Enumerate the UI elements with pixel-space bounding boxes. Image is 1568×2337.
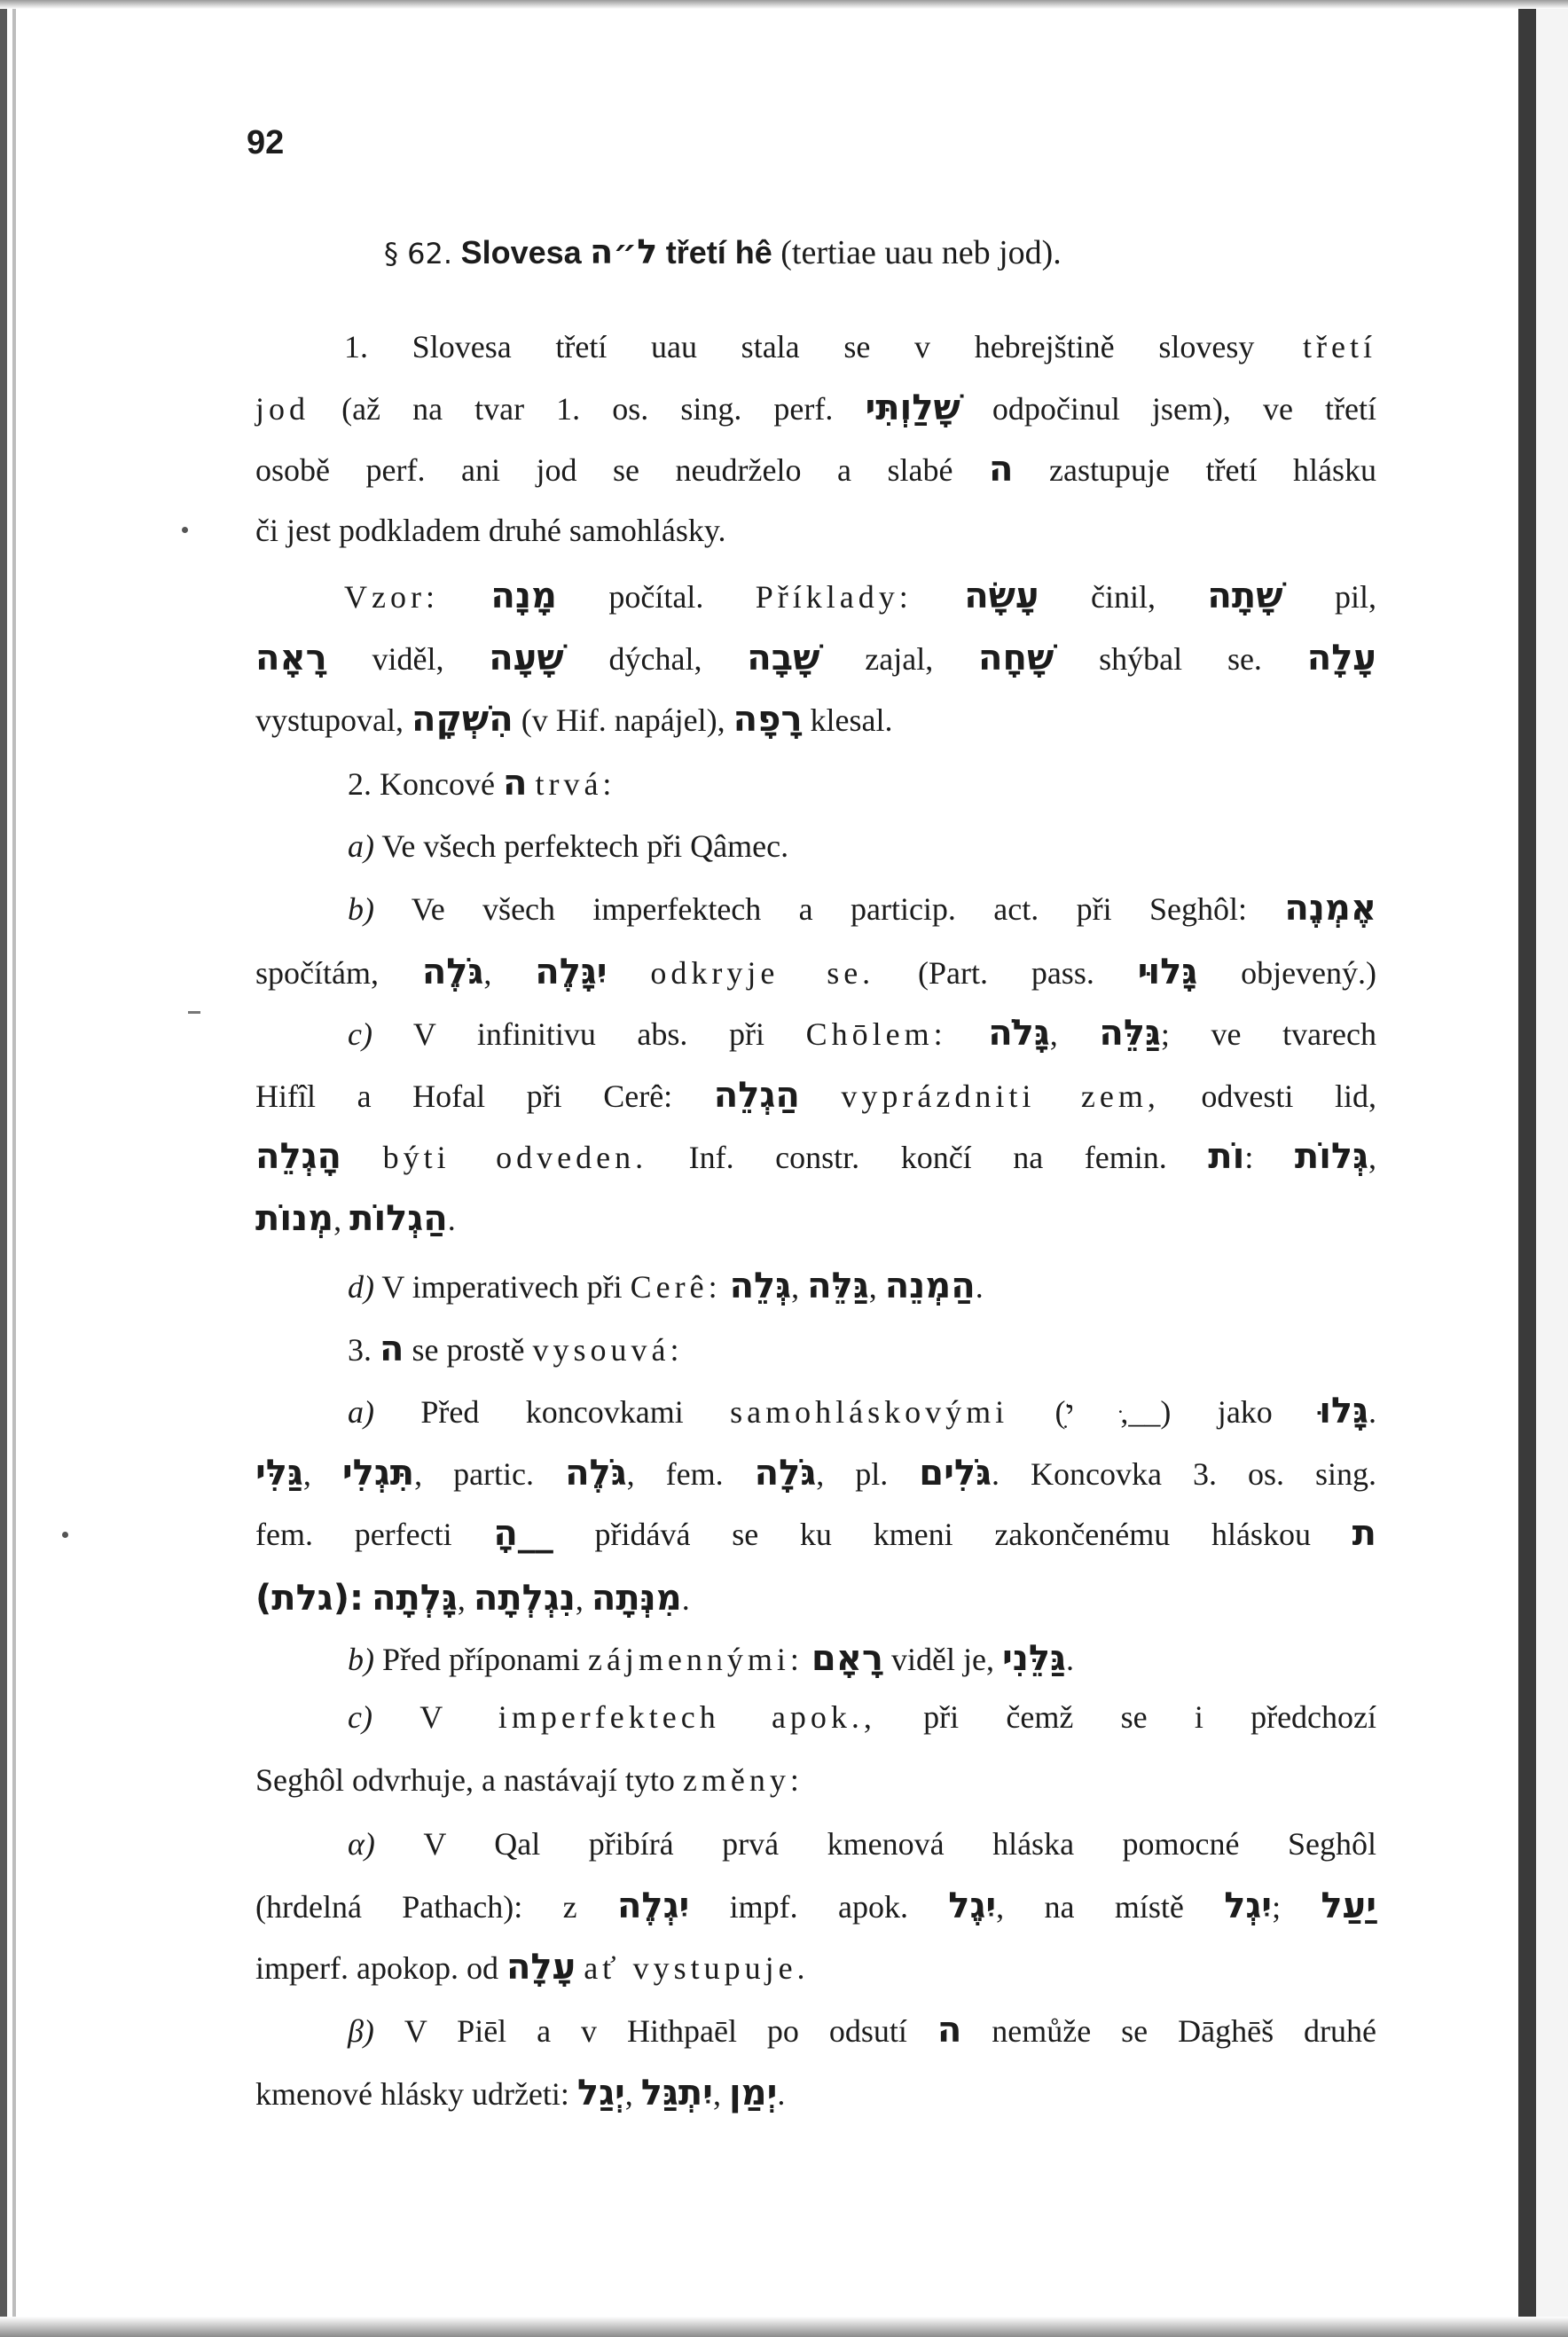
hebrew-word: נִגְלְתָה (473, 1578, 576, 1619)
hebrew-word: תִּגְלִי (341, 1453, 415, 1494)
text-line: spočítám, גֹּלֶה, יִגָּלֶה odkryje se. (Part. pass. גָּלוּי objevený.) (255, 952, 1377, 992)
hebrew-word: יְגַל (576, 2073, 625, 2113)
hebrew-word: מְנוֹת (255, 1198, 334, 1239)
hebrew-word: מִנְּתָה (591, 1578, 682, 1619)
scan-edge-right-outer (1536, 0, 1568, 2337)
text-line: α) V Qal přibírá prvá kmenová hláska pomocné Seghôl (348, 1826, 1376, 1862)
hebrew-word: גַּלֵּה (807, 1266, 869, 1306)
section-title (384, 232, 1062, 272)
scan-edge-left-inner (12, 0, 16, 2337)
hebrew-word: ת (1352, 1513, 1376, 1554)
scan-edge-top (0, 0, 1568, 9)
text-line: 1. Slovesa třetí uau stala se v hebrejštině slovesy třetí (344, 329, 1376, 365)
hebrew-word: גָּלֹה (988, 1013, 1050, 1054)
text-line: d) V imperativech při Cerê: גְּלֵה, גַּלֵּה, הַמְנֵה. (348, 1266, 984, 1306)
hebrew-word: גָּלוּי (1137, 952, 1198, 992)
hebrew-word: גְּלֵה (729, 1266, 792, 1306)
hebrew-word: שָׁתָה (1207, 576, 1283, 616)
text-line: 3. ה se prostě vysouvá: (348, 1329, 684, 1369)
text-line: kmenové hlásky udržeti: יְגַל, יִתְגַּל, יְמַן. (255, 2073, 786, 2113)
text-line: Hifîl a Hofal při Cerê: הַגְלֵה vyprázdniti zem, odvesti lid, (255, 1075, 1377, 1116)
text-line: מְנוֹת, הַגְלוֹת. (255, 1198, 456, 1239)
hebrew-word: רָפָה (733, 699, 803, 740)
hebrew-word: ה (989, 449, 1014, 490)
hebrew-word: גֹּלָה (754, 1453, 817, 1494)
section-head: Slovesa (460, 234, 582, 271)
section-subtitle: (tertiae uau neb jod). (780, 234, 1062, 271)
scan-edge-bottom (0, 2317, 1568, 2337)
hebrew-word: יִגְל (1224, 1886, 1273, 1926)
hebrew-word: גֹּלֶה (565, 1453, 627, 1494)
text-line: fem. perfecti ָה__ přidává se ku kmeni zakončenému hláskou ת (255, 1513, 1376, 1554)
text-line: či jest podkladem druhé samohlásky. (255, 513, 726, 548)
text-line: a) Před koncovkami samohláskovými (ִי ,ּ__) jako גָּלוּ. (348, 1391, 1377, 1431)
text-line: רָאָה viděl, שָׁעָה dýchal, שָׁבָה zajal, שָׁחָה shýbal se. עָלָה (255, 638, 1376, 678)
hebrew-word: הַגְלֵה (713, 1075, 800, 1116)
text-line: (hrdelná Pathach): z יִגְלֶה impf. apok. יִגֶל, na místě יִגְל; יַעַל (255, 1886, 1376, 1926)
hebrew-word: הַמְנֵה (884, 1266, 976, 1306)
section-symbol: § 62. (384, 237, 453, 271)
margin-mark (62, 1532, 68, 1538)
hebrew-word: וֹת (1208, 1136, 1245, 1177)
hebrew-word: גָּלְתָה (371, 1578, 458, 1619)
text-line: c) V infinitivu abs. při Chōlem: גָּלֹה, גַּלֵּה; ve tvarech (348, 1013, 1377, 1054)
hebrew-word: ָה__ (493, 1513, 553, 1554)
text-line: β) V Piēl a v Hithpaēl po odsutí ה nemůže se Dāghēš druhé (348, 2010, 1376, 2051)
text-line: Vzor: מָנָה počítal. Příklady: עָשָׂה činil, שָׁתָה pil, (344, 576, 1376, 616)
hebrew-word: שָׁעָה (489, 638, 564, 678)
hebrew-word: עָלָה (506, 1947, 576, 1988)
section-head-2: třetí hê (665, 234, 772, 271)
hebrew-word: יִגָּלֶה (535, 952, 608, 992)
hebrew-word: אֶמְנֶה (1284, 888, 1376, 929)
hebrew-word: ל״ה (590, 232, 658, 271)
text-line: הָגְלֵה býti odveden. Inf. constr. končí na femin. וֹת: גְּלוֹת, (255, 1136, 1376, 1177)
hebrew-word: גָּלוּ (1319, 1391, 1369, 1431)
scan-edge-right (1518, 0, 1536, 2337)
text-line: (גלת): גָּלְתָה, נִגְלְתָה, מִנְּתָה. (255, 1578, 690, 1619)
hebrew-word: מָנָה (490, 576, 557, 616)
hebrew-word: (גלת): (255, 1578, 364, 1619)
text-line: imperf. apokop. od עָלָה ať vystupuje. (255, 1947, 810, 1988)
text-line: osobě perf. ani jod se neudrželo a slabé ה zastupuje třetí hlásku (255, 449, 1376, 490)
margin-mark (182, 527, 188, 533)
scan-edge-left (0, 0, 7, 2337)
hebrew-word: יִגֶל (948, 1886, 997, 1926)
page-number: 92 (247, 124, 285, 161)
text-line: a) Ve všech perfektech při Qâmec. (348, 828, 789, 864)
hebrew-word: גְּלוֹת (1294, 1136, 1368, 1177)
hebrew-word: ה (937, 2010, 962, 2051)
text-line: b) Ve všech imperfektech a particip. act. při Seghôl: אֶמְנֶה (348, 888, 1376, 929)
hebrew-word: גַּלֵּה (1099, 1013, 1161, 1054)
hebrew-word: עָלָה (1306, 638, 1376, 678)
hebrew-word: שָׁחָה (978, 638, 1054, 678)
text-line: b) Před příponami zájmennými: רָאָם viděl je, גַּלֵּנִי. (348, 1638, 1074, 1679)
text-line: c) V imperfektech apok., při čemž se i předchozí (348, 1699, 1377, 1735)
text-line: vystupoval, הִשְׁקָה (v Hif. napájel), רָפָה klesal. (255, 699, 893, 740)
hebrew-word: הָגְלֵה (255, 1136, 342, 1177)
hebrew-word: ה (380, 1329, 404, 1369)
hebrew-word: הִשְׁקָה (412, 699, 514, 740)
hebrew-word: יְמַן (728, 2073, 778, 2113)
hebrew-word: ה (502, 763, 528, 804)
hebrew-word: רָאָם (811, 1638, 883, 1679)
hebrew-word: יִתְגַּל (640, 2073, 713, 2113)
hebrew-word: הַגְלוֹת (349, 1198, 448, 1239)
hebrew-word: יִגְלֶה (616, 1886, 690, 1926)
hebrew-word: עָשָׂה (964, 576, 1039, 616)
hebrew-word: שָׁבָה (747, 638, 820, 678)
text-line: jod (až na tvar 1. os. sing. perf. שָׁלַוְתִּי odpočinul jsem), ve třetí (255, 388, 1376, 428)
hebrew-word: גַּלִּי (255, 1453, 303, 1494)
margin-mark (188, 1011, 200, 1014)
hebrew-word: גֹּלֶה (421, 952, 484, 992)
text-line: 2. Koncové ה trvá: (348, 763, 616, 804)
hebrew-word: גַּלֵּנִי (1001, 1638, 1066, 1679)
text-line: Seghôl odvrhuje, a nastávají tyto změny: (255, 1762, 804, 1798)
hebrew-word: יַעַל (1321, 1886, 1376, 1926)
hebrew-word: גֹּלִים (919, 1453, 992, 1494)
hebrew-word: שָׁלַוְתִּי (865, 388, 960, 428)
text-line: גַּלִּי, תִּגְלִי, partic. גֹּלֶה, fem. גֹּלָה, pl. גֹּלִים. Koncovka 3. os. sing. (255, 1453, 1377, 1494)
hebrew-word: רָאָה (255, 638, 327, 678)
